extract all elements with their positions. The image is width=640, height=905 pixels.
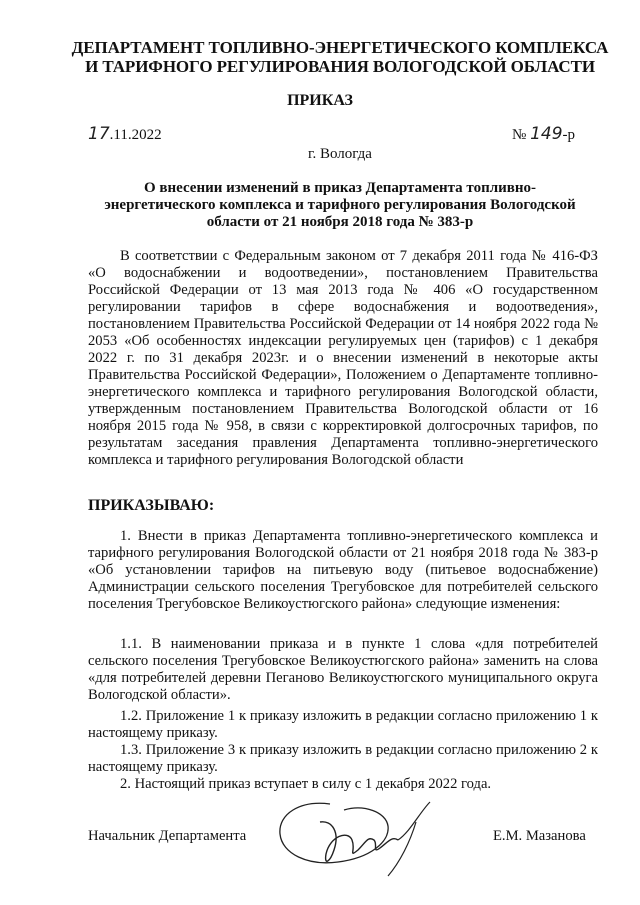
subject-line: энергетического комплекса и тарифного регулирования Вологодской <box>104 197 576 213</box>
item-1-2-paragraph: 1.2. Приложение 1 к приказу изложить в редакции согласно приложению 1 к настоящему приказу. <box>88 708 598 741</box>
order-number <box>512 124 575 144</box>
order-subject <box>95 180 585 231</box>
department-header-line1: ДЕПАРТАМЕНТ ТОПЛИВНО-ЭНЕРГЕТИЧЕСКОГО КОМПЛЕКСА <box>71 38 609 57</box>
subject-line: области от 21 ноября 2018 года № 383-р <box>206 214 474 230</box>
order-title: ПРИКАЗ <box>287 92 353 109</box>
department-header-line2: И ТАРИФНОГО РЕГУЛИРОВАНИЯ ВОЛОГОДСКОЙ ОБЛАСТИ <box>85 57 595 76</box>
handwritten-day: 17 <box>88 124 110 144</box>
item-1-1-paragraph: 1.1. В наименовании приказа и в пункте 1 слова «для потребителей сельского поселения Трегубовское Великоустюгского района» заменить на слова «для потребителей деревни Пеганово Великоустюгского муниципального округа Вологодской области». <box>88 636 598 703</box>
item-1-3-paragraph: 1.3. Приложение 3 к приказу изложить в редакции согласно приложению 2 к настоящему приказу. <box>88 742 598 775</box>
number-prefix: № <box>512 127 527 143</box>
date-rest: .11.2022 <box>109 127 162 143</box>
number-suffix: -р <box>562 127 576 143</box>
prikazyvayu-heading: ПРИКАЗЫВАЮ: <box>88 497 215 514</box>
subject-line: О внесении изменений в приказ Департамента топливно- <box>143 180 537 196</box>
item-1-paragraph: 1. Внести в приказ Департамента топливно-энергетического комплекса и тарифного регулирования Вологодской области от 21 ноября 2018 года № 383-р «Об установлении тарифов на питьевую воду (питьевое водоснабжение) Администрации сельского поселения Трегубовское для потребителей сельского поселения Трегубовское Великоустюгского района» следующие изменения: <box>88 528 598 612</box>
signer-position: Начальник Департамента <box>88 828 247 844</box>
signer-name: Е.М. Мазанова <box>493 828 586 844</box>
city: г. Вологда <box>308 146 372 162</box>
preamble-paragraph: В соответствии с Федеральным законом от 7 декабря 2011 года № 416-ФЗ «О водоснабжении и водоотведении», постановлением Правительства Российской Федерации от 13 мая 2013 года № 406 «О государственном регулировании тарифов в сфере водоснабжения и водоотведения», постановлением Правительства Российской Федерации от 14 ноября 2022 года № 2053 «Об особенностях индексации регулируемых цен (тарифов) с 1 декабря 2022 г. по 31 декабря 2023г. и о внесении изменений в некоторые акты Правительства Российской Федерации», Положением о Департаменте топливно-энергетического комплекса и тарифного регулирования Вологодской области, утвержденным постановлением Правительства Вологодской области от 16 ноября 2015 года № 958, в связи с корректировкой долгосрочных тарифов, по результатам заседания правления Департамента топливно-энергетического комплекса и тарифного регулирования Вологодской области <box>88 248 598 468</box>
order-date <box>88 124 162 144</box>
handwritten-signature <box>260 792 450 882</box>
handwritten-number: 149 <box>530 124 563 144</box>
item-2-paragraph: 2. Настоящий приказ вступает в силу с 1 декабря 2022 года. <box>120 776 492 792</box>
